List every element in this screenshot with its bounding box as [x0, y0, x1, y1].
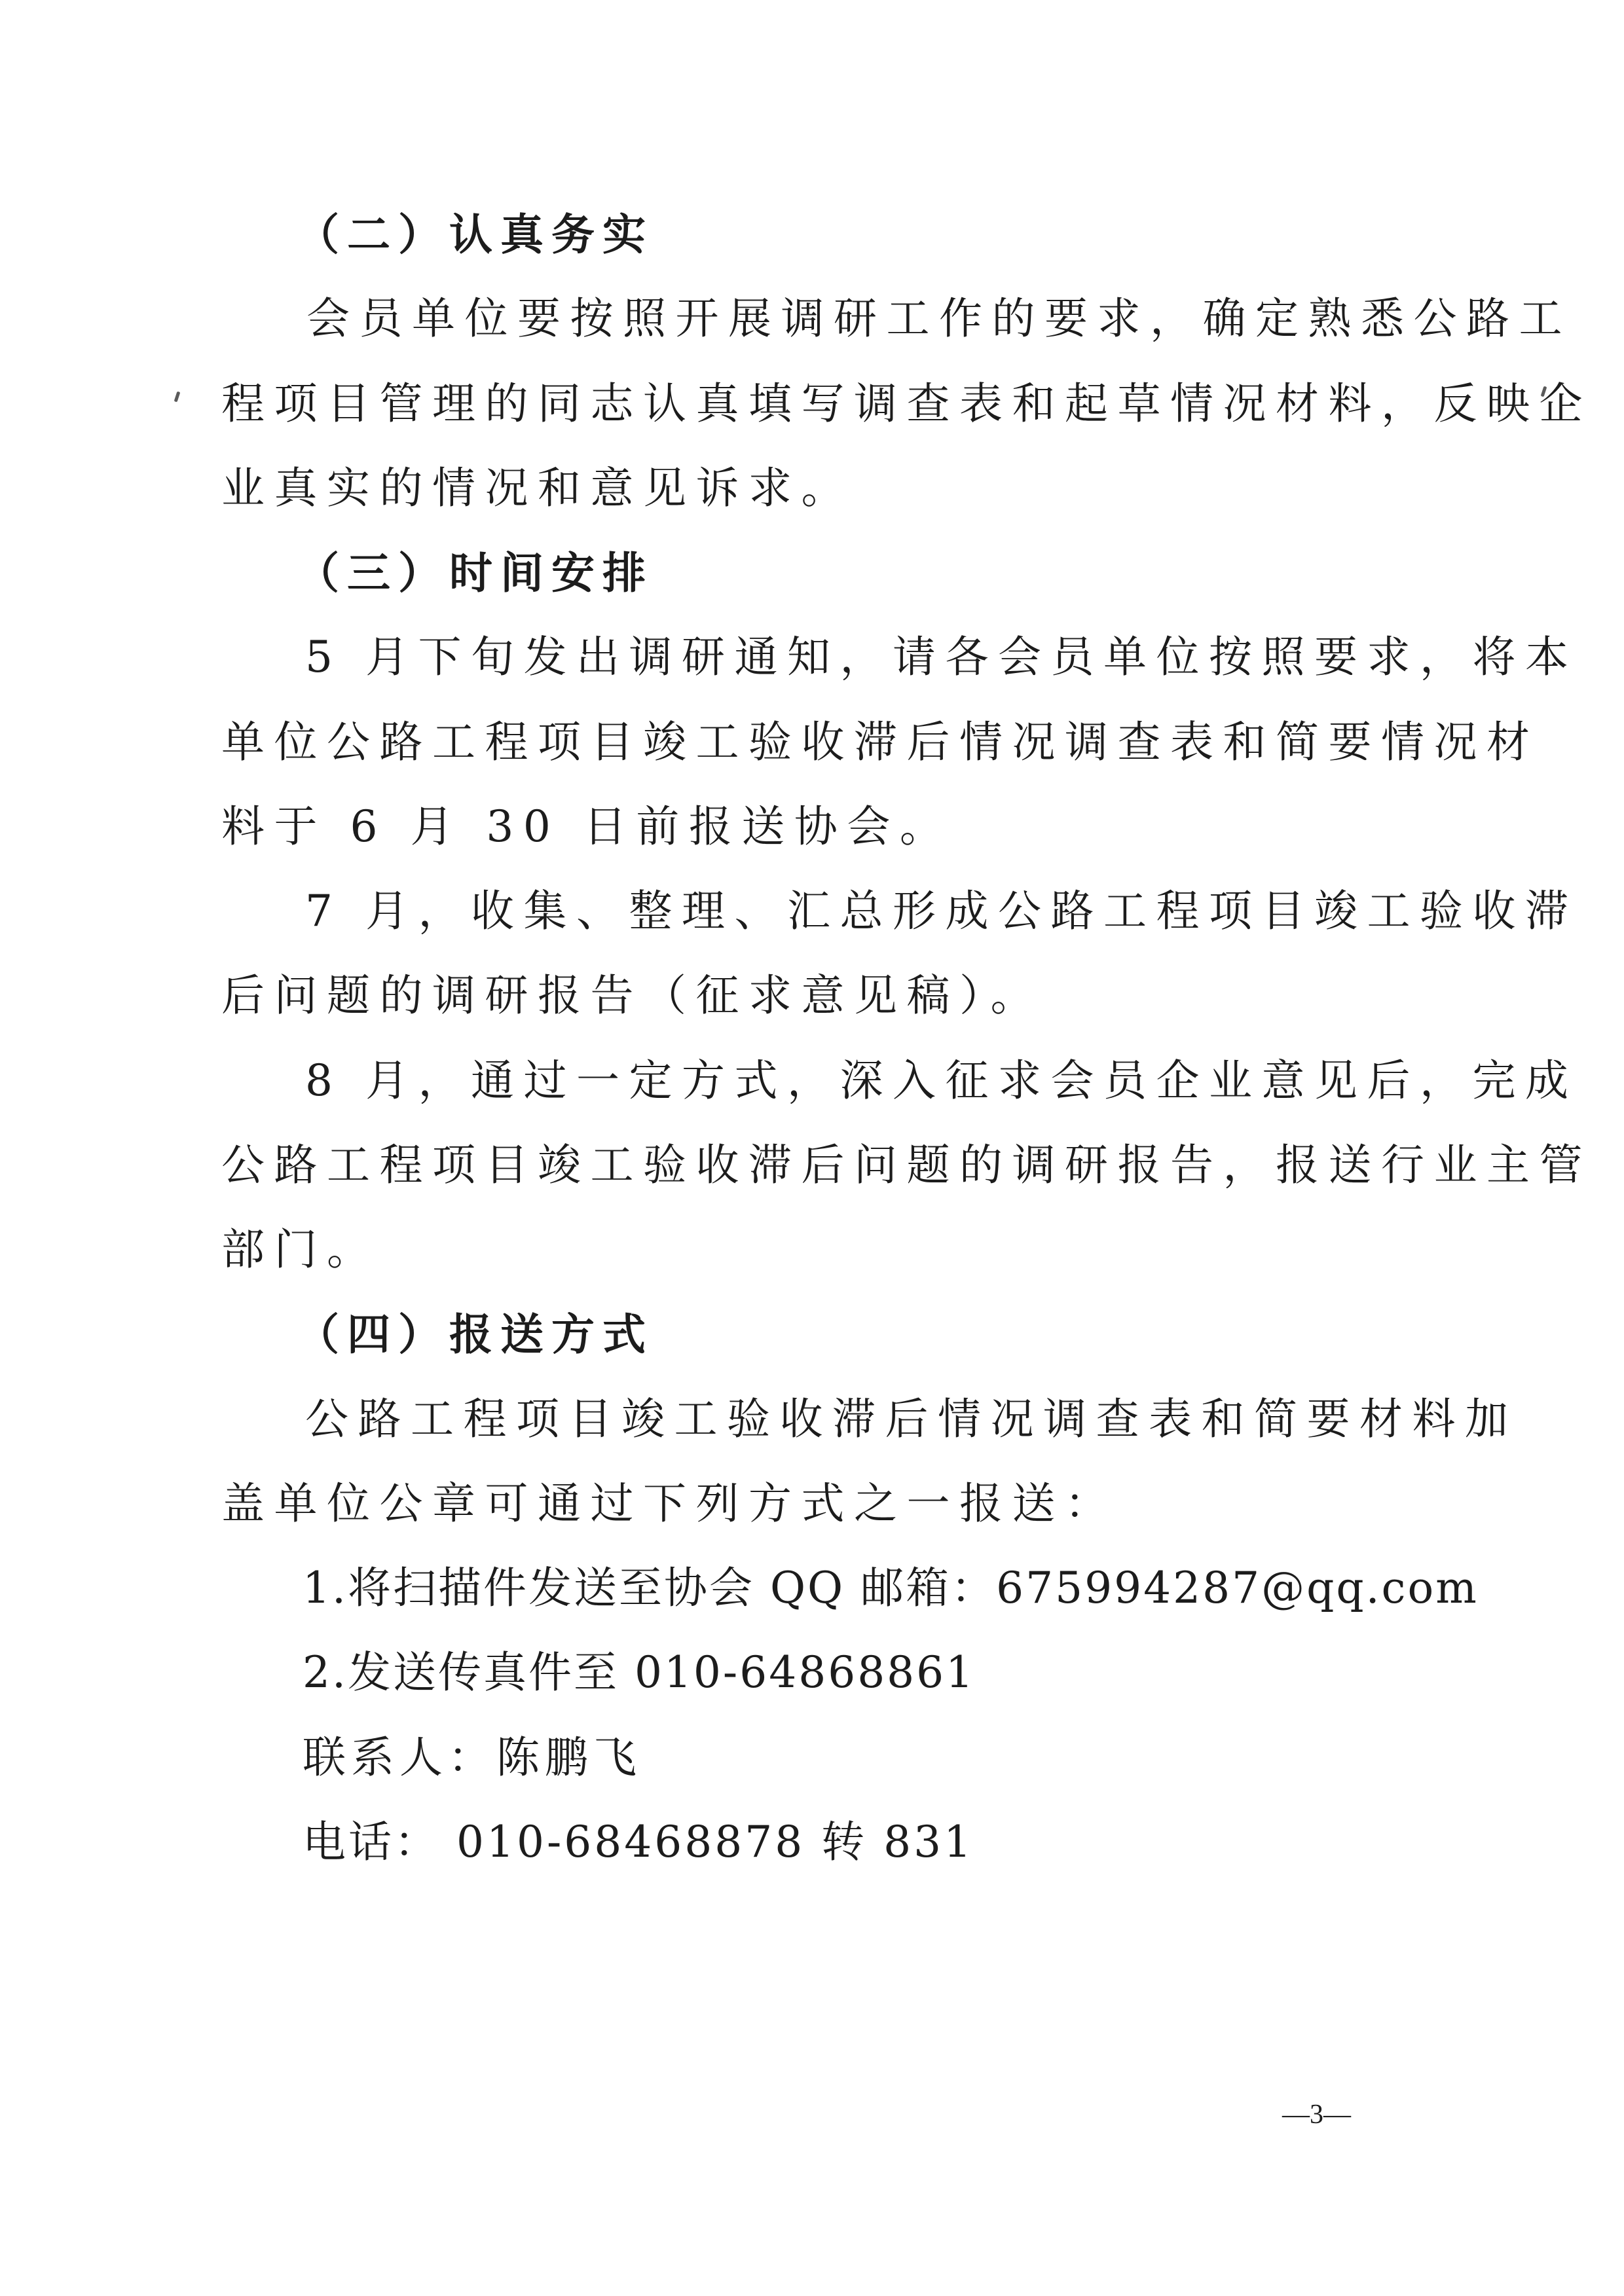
contact-person-line: 联系人：陈鹏飞: [303, 1732, 642, 1783]
fax-line: 2.发送传真件至 010-64868861: [303, 1647, 976, 1698]
email-line: 1.将扫描件发送至协会 QQ 邮箱：675994287@qq.com: [303, 1563, 1479, 1613]
section-heading-3: （三）时间安排: [296, 547, 654, 598]
paragraph-line: 单位公路工程项目竣工验收滞后情况调查表和简要情况材: [221, 717, 1540, 767]
paragraph-line: 料于 6 月 30 日前报送协会。: [221, 801, 953, 852]
paragraph-line: 公路工程项目竣工验收滞后情况调查表和简要材料加: [305, 1394, 1518, 1444]
scan-mark-left: [174, 392, 181, 403]
section-heading-2: （二）认真务实: [296, 209, 654, 260]
phone-line: 电话： 010-68468878 转 831: [303, 1817, 974, 1867]
paragraph-line: 程项目管理的同志认真填写调查表和起草情况材料，反映企: [221, 378, 1592, 429]
paragraph-line: 会员单位要按照开展调研工作的要求，确定熟悉公路工: [306, 293, 1572, 344]
paragraph-line: 部门。: [221, 1224, 380, 1275]
paragraph-line: 7 月，收集、整理、汇总形成公路工程项目竣工验收滞: [305, 886, 1578, 936]
paragraph-line: 后问题的调研报告（征求意见稿）。: [221, 970, 1043, 1021]
section-heading-4: （四）报送方式: [296, 1309, 654, 1360]
paragraph-line: 5 月下旬发出调研通知，请各会员单位按照要求，将本: [305, 632, 1578, 682]
paragraph-line: 8 月，通过一定方式，深入征求会员企业意见后，完成: [305, 1055, 1578, 1106]
paragraph-line: 业真实的情况和意见诉求。: [221, 463, 854, 513]
paragraph-line: 公路工程项目竣工验收滞后问题的调研报告，报送行业主管: [221, 1140, 1592, 1190]
paragraph-line: 盖单位公章可通过下列方式之一报送：: [221, 1478, 1118, 1529]
page-number: —3—: [1282, 2100, 1351, 2130]
